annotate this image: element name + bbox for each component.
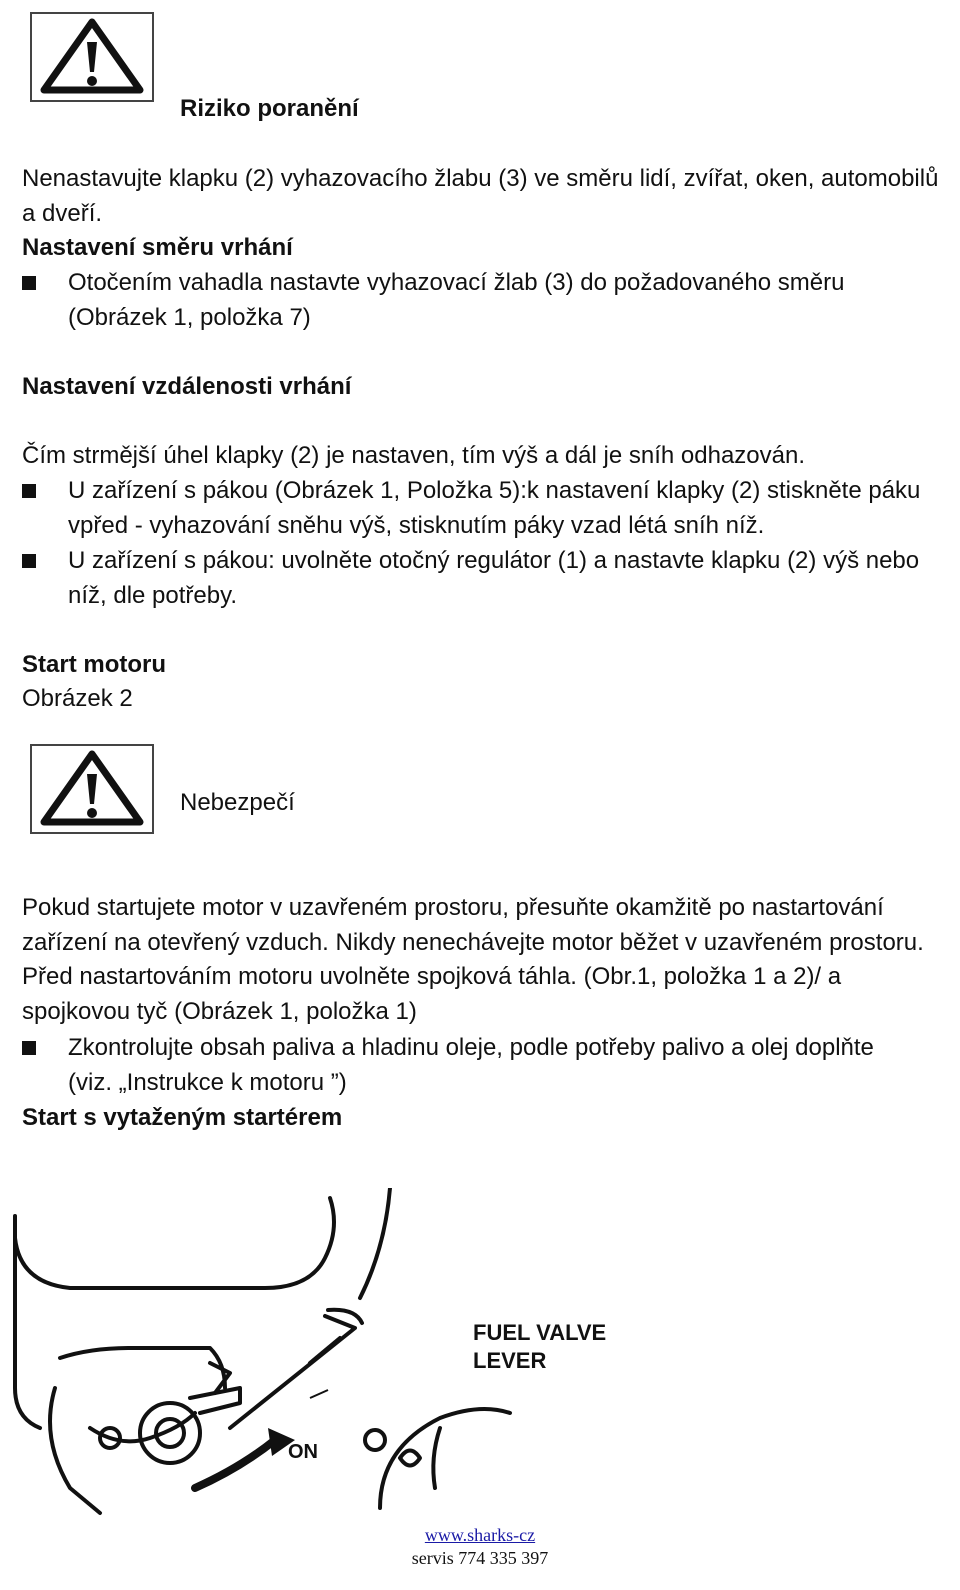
warning-triangle-icon [30,744,154,834]
bullet-square-icon [22,1041,36,1055]
section-heading-throw-direction: Nastavení směru vrhání [22,234,293,261]
bullet-square-icon [22,484,36,498]
bullet-square-icon [22,554,36,568]
bullet-item [22,1031,952,1101]
bullet-square-icon [22,276,36,290]
fuel-valve-illustration [10,1188,610,1518]
section-heading-throw-distance: Nastavení vzdálenosti vrhání [22,373,352,400]
warning-title: Riziko poranění [180,95,359,122]
bullet-text: U zařízení s pákou (Obrázek 1, Položka 5):k nastavení klapky (2) stiskněte páku vpřed - vyhazování sněhu výš, stisknutím páky vzad létá sníh níž. [68,477,921,539]
paragraph-danger: Pokud startujete motor v uzavřeném prostoru, přesuňte okamžitě po nastartování zařízení na otevřený vzduch. Nikdy nenechávejte motor běžet v uzavřeném prostoru. Před nastartováním motoru uvolněte spojková táhla. (Obr.1, položka 1 a 2)/ a spojkovou tyč (Obrázek 1, položka 1) [22,894,924,1025]
label-on: ON [288,1441,318,1463]
bullet-item [22,474,952,544]
bullet-text: Otočením vahadla nastavte vyhazovací žlab (3) do požadovaného směru (Obrázek 1, položka 7) [68,269,845,331]
footer [0,1524,960,1570]
website-link[interactable]: www.sharks-cz [424,1525,536,1545]
bullet-text: Zkontrolujte obsah paliva a hladinu oleje, podle potřeby palivo a olej doplňte (viz. „Instrukce k motoru ”) [68,1034,874,1096]
bullet-item [22,544,952,614]
section-heading-pull-start: Start s vytaženým startérem [22,1104,343,1131]
warning-title: Nebezpečí [180,789,295,816]
section-heading-engine-start: Start motoru [22,651,166,678]
figure-reference: Obrázek 2 [22,685,133,712]
service-phone: servis 774 335 397 [411,1548,549,1568]
paragraph-chute-warning: Nenastavujte klapku (2) vyhazovacího žlabu (3) ve směru lidí, zvířat, oken, automobilů a dveří. [22,165,939,227]
bullet-text: U zařízení s pákou: uvolněte otočný regulátor (1) a nastavte klapku (2) výš nebo níž, dle potřeby. [68,547,920,609]
label-fuel-valve: FUEL VALVE [473,1320,607,1345]
warning-triangle-icon [30,12,154,102]
label-lever: LEVER [473,1348,547,1373]
paragraph-throw-distance: Čím strmější úhel klapky (2) je nastaven, tím výš a dál je sníh odhazován. [22,442,806,469]
bullet-item [22,266,952,336]
